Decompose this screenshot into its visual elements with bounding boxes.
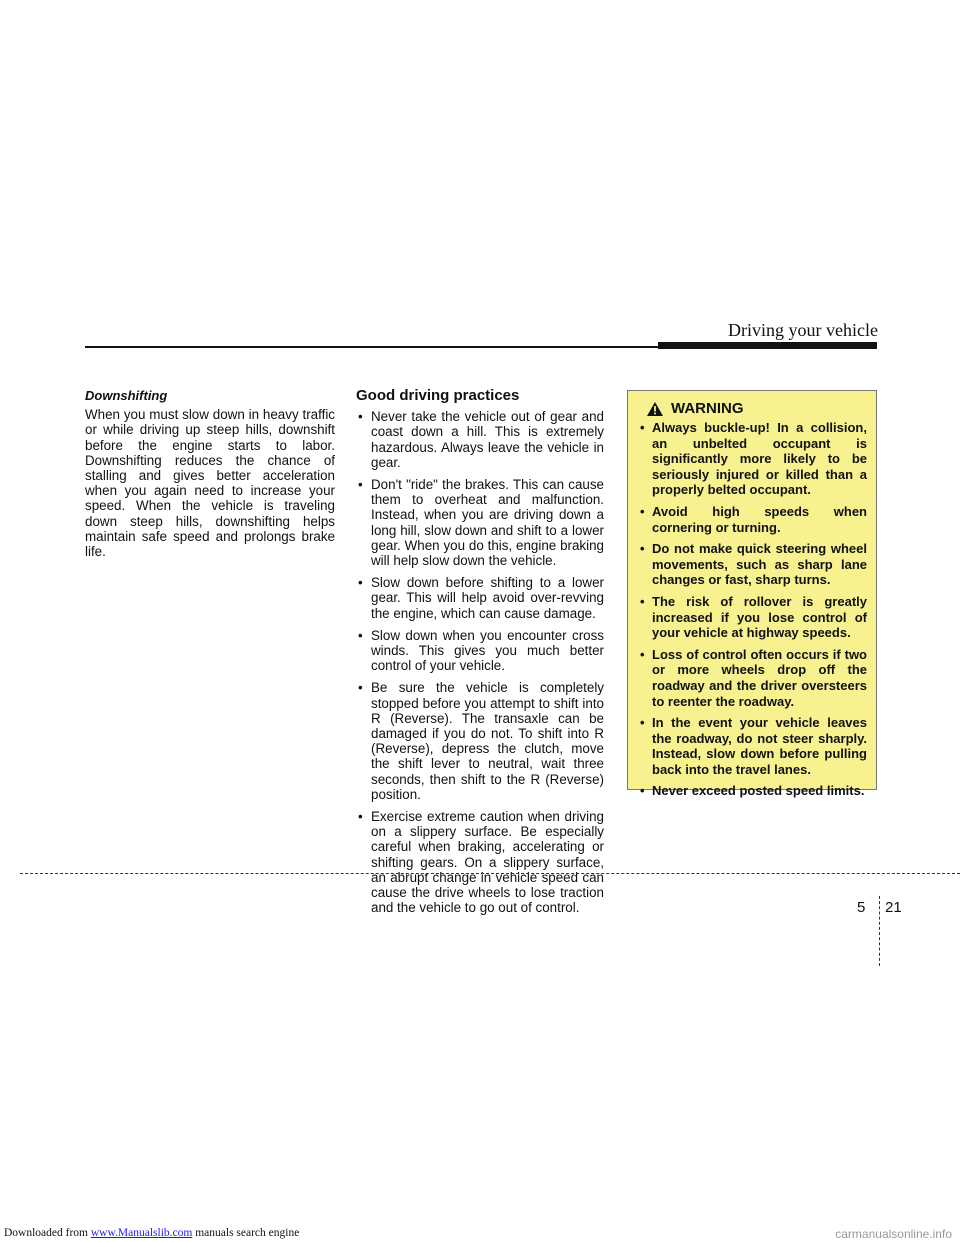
warning-item-text: Loss of control often occurs if two or more wheels drop off the roadway and the driver oversteers to reenter the roadway.: [652, 646, 867, 709]
page-number-divider: [879, 896, 880, 966]
manualslib-link[interactable]: www.Manualslib.com: [90, 1227, 193, 1239]
bullet-glyph: •: [358, 477, 363, 493]
bullet-glyph: •: [358, 809, 363, 825]
list-item-text: Slow down when you encounter cross winds. This gives you much better control of your vehicle.: [371, 627, 604, 674]
bullet-glyph: •: [640, 783, 645, 799]
list-item: [356, 809, 604, 915]
page-chapter-number: 5: [857, 899, 866, 916]
footer-prefix: Downloaded from: [4, 1227, 91, 1239]
list-item-text: Slow down before shifting to a lower gear. This will help avoid over-revving the engine, which can cause damage.: [371, 575, 604, 621]
list-item-text: Be sure the vehicle is completely stopped before you attempt to shift into R (Reverse). The transaxle can be damaged if you do not. To shift into R (Reverse), depress the clutch, move the shift lever to neutral, wait three seconds, then shift to the R (Reverse) position.: [371, 680, 604, 802]
warning-item-text: Never exceed posted speed limits.: [652, 783, 865, 799]
warning-item: [638, 541, 867, 588]
downshifting-subheading: Downshifting: [85, 388, 168, 403]
good-driving-title: Good driving practices: [356, 387, 520, 404]
warning-item: [638, 647, 867, 709]
chapter-title: Driving your vehicle: [728, 320, 878, 340]
bullet-glyph: •: [640, 646, 645, 662]
warning-item: [638, 783, 867, 799]
warning-triangle-icon: [646, 401, 664, 417]
warning-item: [638, 504, 867, 535]
list-item: [356, 409, 604, 470]
downshifting-paragraph: When you must slow down in heavy traffic or while driving up steep hills, downshift before the engine starts to labor. Downshifting reduces the chance of stalling and gives better acceleration when you again need to increase your speed. When the vehicle is traveling down steep hills, downshifting helps maintain safe speed and prolongs brake life.: [85, 407, 335, 560]
bullet-glyph: •: [358, 627, 363, 643]
good-driving-list: [356, 409, 604, 915]
list-item-text: Exercise extreme caution when driving on a slippery surface. Be especially careful when braking, accelerating or shifting gears. On a slippery surface, an abrupt change in vehicle speed can cause the drive wheels to lose traction and the vehicle to go out of control.: [371, 809, 604, 916]
footer-suffix: manuals search engine: [192, 1227, 300, 1239]
warning-item-text: Avoid high speeds when cornering or turning.: [652, 503, 867, 535]
warning-item: [638, 715, 867, 777]
bullet-glyph: •: [640, 541, 645, 557]
bullet-glyph: •: [640, 420, 645, 435]
warning-item-text: Always buckle-up! In a collision, an unbelted occupant is significantly more likely to be seriously injured or killed than a properly belted occupant.: [652, 420, 867, 498]
warning-list: [638, 420, 867, 799]
list-item: [356, 680, 604, 802]
list-item: [356, 575, 604, 621]
bullet-glyph: •: [358, 680, 363, 696]
list-item-text: Don't "ride" the brakes. This can cause them to overheat and malfunction. Instead, when you are driving down a long hill, slow down and shift to a lower gear. When you do this, engine braking will help slow down the vehicle.: [371, 477, 604, 569]
warning-title: WARNING: [671, 400, 744, 418]
good-driving-section: [356, 388, 604, 923]
warning-item-text: The risk of rollover is greatly increased if you lose control of your vehicle at highway speeds.: [652, 593, 867, 641]
warning-item: [638, 420, 867, 498]
watermark: carmanualsonline.info: [835, 1227, 952, 1241]
warning-header: [646, 401, 867, 417]
bullet-glyph: •: [640, 503, 645, 519]
warning-item: [638, 594, 867, 641]
download-footer: [4, 1227, 299, 1239]
bullet-glyph: •: [640, 715, 645, 731]
header-tab-bar: [658, 342, 877, 349]
footer-dashed-rule: [20, 873, 960, 874]
bullet-glyph: •: [640, 593, 645, 609]
list-item: [356, 477, 604, 568]
warning-item-text: In the event your vehicle leaves the roadway, do not steer sharply. Instead, slow down before pulling back into the travel lanes.: [652, 715, 867, 777]
warning-box: [627, 390, 877, 799]
bullet-glyph: •: [358, 575, 363, 591]
warning-item-text: Do not make quick steering wheel movements, such as sharp lane changes or fast, sharp turns.: [652, 541, 867, 588]
downshifting-section: [85, 388, 335, 559]
bullet-glyph: •: [358, 409, 363, 425]
page-number: 21: [885, 899, 902, 916]
list-item: [356, 628, 604, 674]
list-item-text: Never take the vehicle out of gear and coast down a hill. This is extremely hazardous. Always leave the vehicle in gear.: [371, 409, 604, 470]
